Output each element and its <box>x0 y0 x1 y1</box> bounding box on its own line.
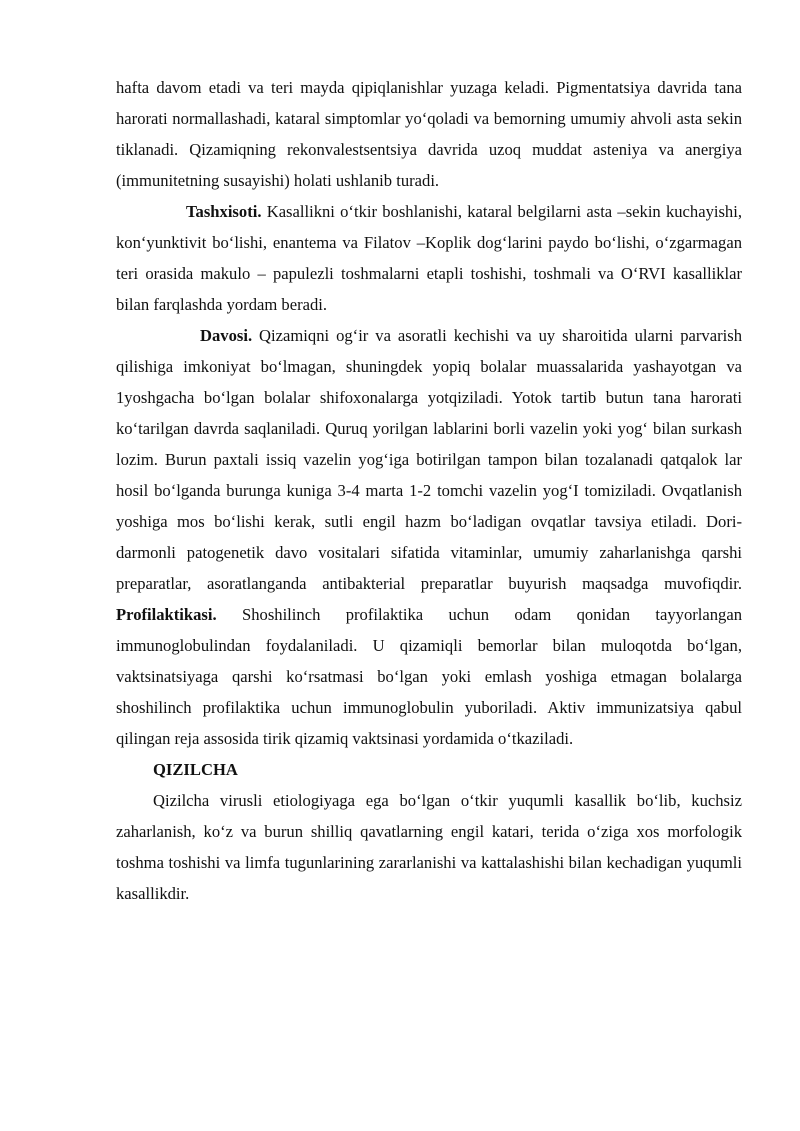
paragraph-rubella: Qizilcha virusli etiologiyaga ega boʻlgan oʻtkir yuqumli kasallik boʻlib, kuchsiz zaharlanish, koʻz va burun shilliq qavatlarning engil katari, terida oʻziga xos morfologik toshma toshishi va limfa tugunlarining zararlanishi va kattalashishi bilan kechadigan yuqumli kasallikdir. <box>116 791 742 903</box>
paragraph-treatment <box>116 320 742 754</box>
paragraph-diagnosis <box>116 196 742 320</box>
prevention-label: Profilaktikasi. <box>116 605 217 624</box>
diagnosis-text: Kasallikni oʻtkir boshlanishi, kataral belgilarni asta –sekin kuchayishi, konʻyunktivit boʻlishi, enantema va Filatov –Koplik dogʻlarini paydo boʻlishi, oʻzgarmagan teri orasida makulo – papulezli toshmalarni etapli toshishi, toshmali va OʻRVI kasalliklar bilan farqlashda yordam beradi. <box>116 202 742 314</box>
paragraph-pigmentation: hafta davom etadi va teri mayda qipiqlanishlar yuzaga keladi. Pigmentatsiya davrida tana harorati normallashadi, kataral simptomlar yoʻqoladi va bemorning umumiy ahvoli asta sekin tiklanadi. Qizamiqning rekonvalestsentsiya davrida uzoq muddat asteniya va anergiya (immunitetning susayishi) holati ushlanib turadi. <box>116 78 742 190</box>
treatment-text: Qizamiqni ogʻir va asoratli kechishi va uy sharoitida ularni parvarish qilishiga imkoniyat boʻlmagan, shuningdek yopiq bolalar muassalarida yashayotgan va 1yoshgacha boʻlgan bolalar shifoxonalarga yotqiziladi. Yotok tartib butun tana harorati koʻtarilgan davrda saqlaniladi. Quruq yorilgan lablarini borli vazelin yoki yogʻ bilan surkash lozim. Burun paxtali issiq vazelin yogʻiga botirilgan tampon bilan tozalanadi qatqalok lar hosil boʻlganda burunga kuniga 3-4 marta 1-2 tomchi vazelin yogʻI tomiziladi. Ovqatlanish yoshiga mos boʻlishi kerak, sutli engil hazm boʻladigan ovqatlar tavsiya etiladi. Dori-darmonli patogenetik davo vositalari sifatida vitaminlar, umumiy zaharlanishga qarshi preparatlar, asoratlanganda antibakterial preparatlar buyurish maqsadga muvofiqdir. <box>116 326 742 593</box>
treatment-label: Davosi. <box>200 326 253 345</box>
diagnosis-label: Tashxisoti. <box>186 202 262 221</box>
section-heading: QIZILCHA <box>153 760 238 779</box>
prevention-text: Shoshilinch profilaktika uchun odam qonidan tayyorlangan immunoglobulindan foydalaniladi. U qizamiqli bemorlar bilan muloqotda boʻlgan, vaktsinatsiyaga qarshi koʻrsatmasi boʻlgan yoki emlash yoshiga etmagan bolalarga shoshilinch profilaktika uchun immunoglobulin yuboriladi. Aktiv immunizatsiya qabul qilingan reja assosida tirik qizamiq vaktsinasi yordamida oʻtkaziladi. <box>116 605 742 748</box>
